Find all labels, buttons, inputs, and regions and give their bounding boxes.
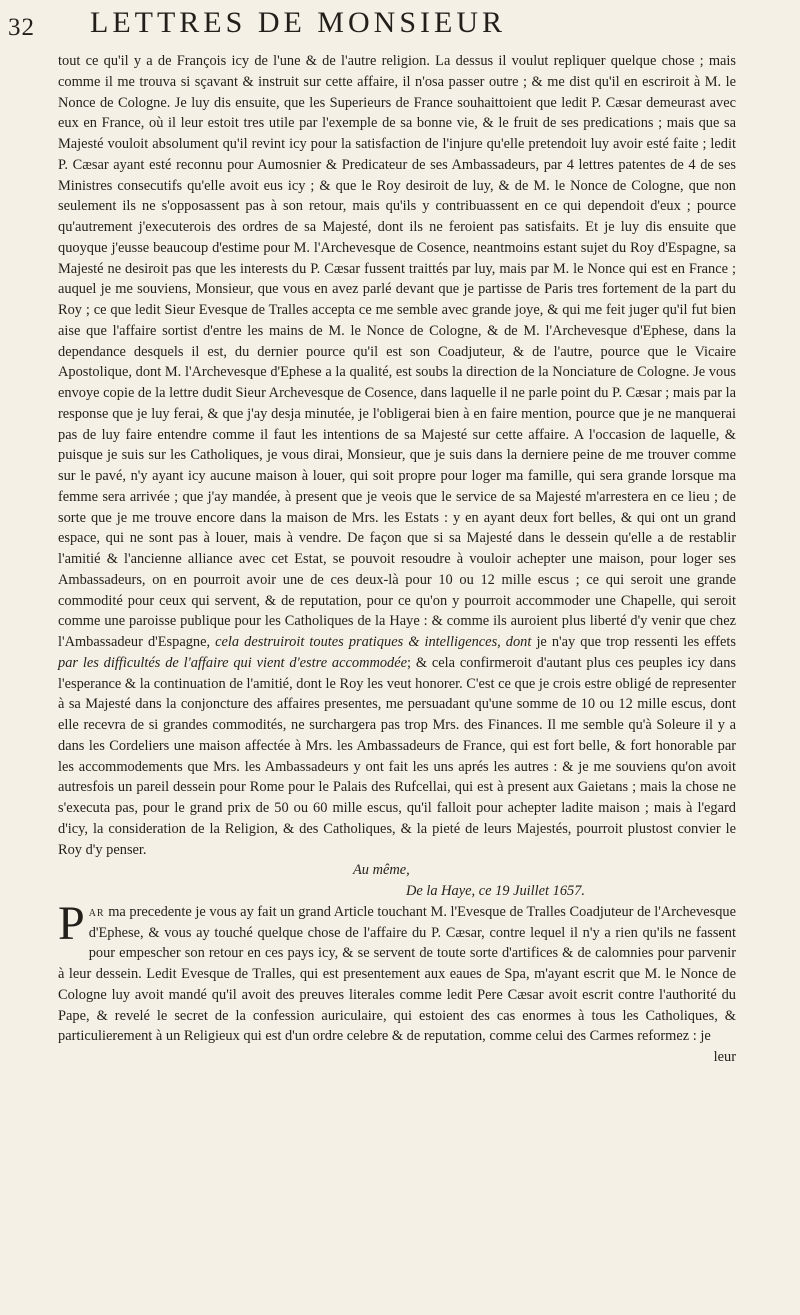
letter-1-italic-2: par les difficultés de l'affaire qui vient d'estre accommodée [58, 654, 408, 671]
letter-2-place-date: De la Haye, ce 19 Juillet 1657. [406, 883, 586, 899]
page-text [58, 51, 736, 1068]
letter-2-text: ma precedente je vous ay fait un grand Article touchant M. l'Evesque de Tralles Coadjuteur de l'Archevesque d'Ephese, & vous ay touché quelque chose de l'affaire du P. Cæsar, contre lequel il n'y a rien qu'ils ne fassent pour empescher son retour en ces pays icy, & se servent de toute sorte d'artifices & de calomnies pour parvenir à leur dessein. Ledit Evesque de Tralles, qui est presentement aux eaues de Spa, m'ayant escrit que M. le Nonce de Cologne luy avoit mandé qu'il avoit des preuves literales comme ledit Pere Cæsar avoit escrit contre l'authorité du Pape, & revelé le secret de la confession auriculaire, qui estoient des cas enormes à tous les Catholiques, & particulierement à un Religieux qui est d'un ordre celebre & de reputation, comme celui des Carmes reformez : je [58, 903, 736, 1045]
letter-1-text-end: ; & cela confirmeroit d'autant plus ces peuples icy dans l'esperance & la continuation de l'amitié, dont le Roy les veut honorer. C'est ce que je crois estre obligé de representer à sa Majesté dans la conjoncture des affaires presentes, me persuadant qu'une somme de 10 ou 12 mille escus, dont elle recevra de si grandes commodités, ne surchargera pas trop Mrs. des Finances. Il me semble qu'à Soleure il y a dans les Cordeliers une maison affectée à Mrs. les Ambassadeurs de France, qui est fort belle, & fort honorable par les accommodements que Mrs. les Ambassadeurs y ont fait les uns aprés les autres : & je me souviens qu'on avoit autresfois un pareil dessein pour Rome pour le Palais des Rufcellai, qui est à present aux Gaietans ; mais la chose ne s'executa pas, pour le grand prix de 50 ou 60 mille escus, qu'il falloit pour achepter ladite maison ; mais à l'egard d'icy, la consideration de la Religion, & des Catholiques, & la pieté de leurs Majestés, pourroit plustost convier le Roy d'y penser. [58, 654, 736, 858]
letter-1-italic-1: cela destruiroit toutes pratiques & intelligences, dont [215, 634, 532, 650]
drop-cap: P [58, 896, 85, 950]
running-head: LETTRES DE MONSIEUR [90, 6, 506, 39]
catchword: leur [713, 1049, 736, 1065]
letter-2-addressee: Au même, [353, 862, 410, 879]
page-number: 32 [8, 14, 35, 41]
letter-1-text-start: tout ce qu'il y a de François icy de l'une & de l'autre religion. La dessus il voulut repliquer quelque chose ; mais comme il me trouva si sçavant & instruit sur cette affaire, il n'osa passer outre ; & me dist qu'il en escriroit à M. le Nonce de Cologne. Je luy dis ensuite, que les Superieurs de France souhaittoient que ledit P. Cæsar demeurast avec eux en France, où il leur estoit tres utile par l'exemple de sa bonne vie, & le fruit de ses predications ; mais que sa Majesté vouloit absolument qu'il revint icy pour la satisfaction de l'injure qu'elle pretendoit luy avoir esté faite ; ledit P. Cæsar ayant esté reconnu pour Aumosnier & Predicateur de ses Ambassadeurs, par 4 lettres patentes de 4 de ses Ministres consecutifs qu'elle avoit eus icy ; & que le Roy desiroit de luy, & de M. le Nonce de Cologne, que non seulement ils ne s'opposassent pas à son retour, mais qu'ils y contribuassent en ce qui dependoit d'eux ; pource qu'autrement j'executerois des ordres de sa Majesté, dont ils ne feroient pas satisfaits. Et je luy dis ensuite que quoyque j'eusse beaucoup d'estime pour M. l'Archevesque de Cosence, neantmoins estant sujet du Roy d'Espagne, sa Majesté ne desiroit pas que les interests du P. Cæsar fussent traittés par luy, mais par M. le Nonce qui est en France ; auquel je me souviens, Monsieur, que vous en avez parlé devant que je partisse de Paris tres fortement de la part du Roy ; ce que ledit Sieur Evesque de Tralles accepta ce me semble avec grande joye, & qui me feit juger qu'il fut bien aise que l'affaire sortist d'entre les mains de M. le Nonce de Cologne, & de M. l'Archevesque d'Ephese, dans la dependance desquels il est, du dernier pource qu'il est son Coadjuteur, & de l'autre, pource que le Vicaire Apostolique, dont M. l'Archevesque d'Ephese a la qualité, est soubs la direction de la Nonciature de Cologne. Je vous envoye copie de la lettre dudit Sieur Archevesque de Cosence, dans laquelle il ne parle point du P. Cæsar ; mais par la response que je luy ferai, & que j'ay desja minutée, je l'obligerai bien à en faire mention, pource que je ne manquerai pas de luy faire entendre comme il faut les intentions de sa Majesté sur cette affaire. A l'occasion de laquelle, & puisque je suis sur les Catholiques, je vous dirai, Monsieur, que je suis dans la derniere peine de me trouver comme sur le pavé, n'y ayant icy aucune maison à louer, qui soit propre pour loger ma famille, qui sera grande lorsque ma femme sera arrivée ; que j'ay mandée, à present que je veois que le service de sa Majesté m'arrestera en ce lieu ; de sorte que je me trouve encore dans la maison de Mrs. les Estats : y en ayant deux fort belles, & qui ont un grand espace, qui ne sont pas à louer, mais à vendre. De façon que si sa Majesté dans le dessein qu'elle a de restablir l'amitié & l'ancienne alliance avec cet Estat, se pouvoit resoudre à vouloir achepter une maison, pour loger ses Ambassadeurs, on en pourroit avoir une de ces deux-là pour 10 ou 12 mille escus ; ce qui seroit une grande commodité pour ceux qui servent, & de reputation, pour ce qu'on y pourroit accommoder une Chapelle, qui seroit comme une paroisse publique pour les Catholiques de la Haye : & comme ils auroient plus liberté d'y venir que chez l'Ambassadeur d'Espagne, [58, 53, 736, 650]
letter-1-body [58, 51, 736, 860]
letter-2-body [58, 896, 736, 1047]
letter-1-text-mid: je n'ay que trop ressenti les effets [536, 634, 736, 650]
first-word-rest: ar [88, 903, 105, 920]
